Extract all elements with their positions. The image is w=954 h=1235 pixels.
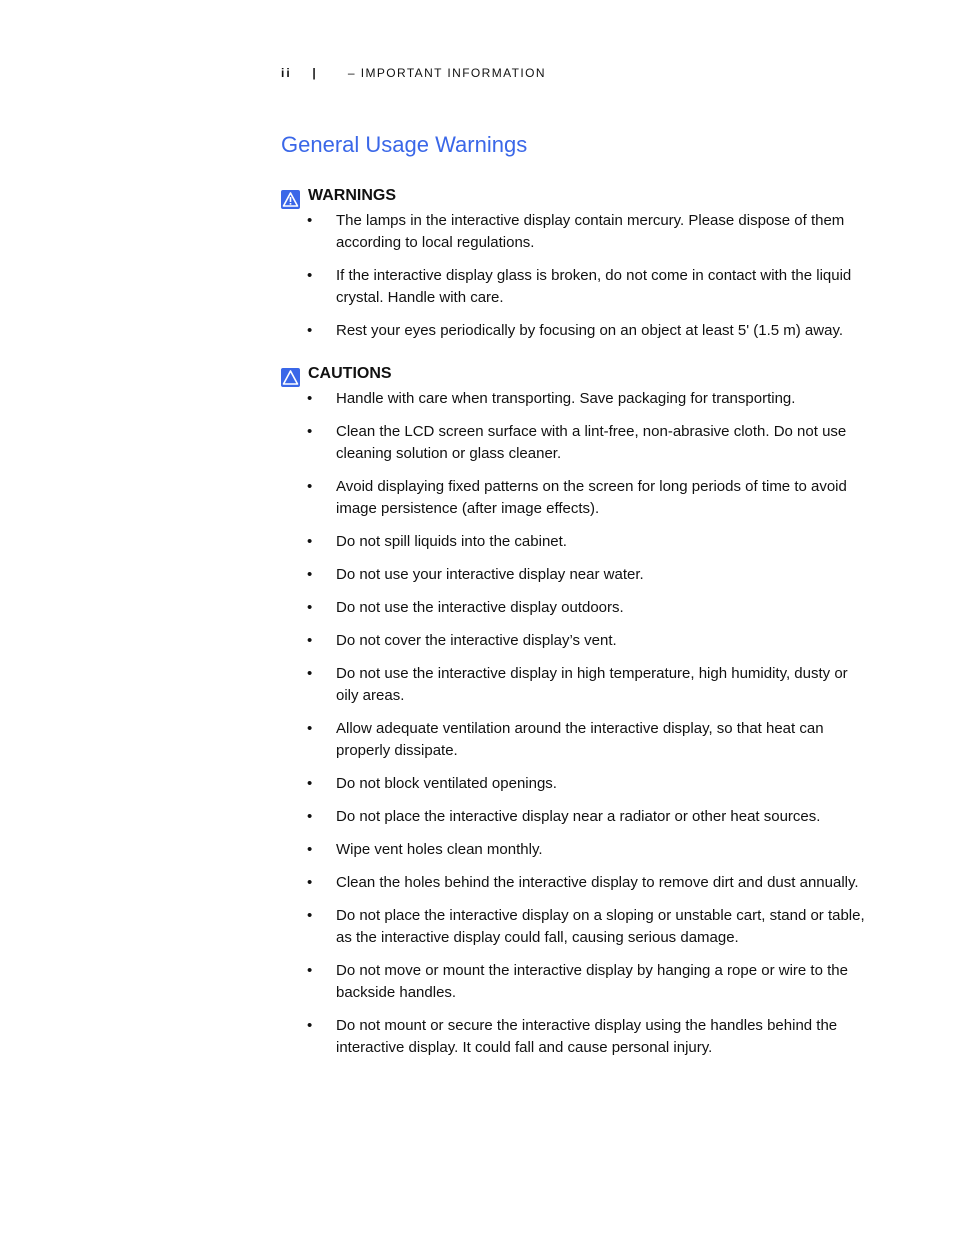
- list-item-text: Clean the LCD screen surface with a lint-free, non-abrasive cloth. Do not use cleaning solution or glass cleaner.: [336, 423, 847, 462]
- list-item: [281, 320, 881, 342]
- bullet-glyph: •: [307, 390, 313, 407]
- cautions-heading: [281, 365, 881, 388]
- list-item-text: Do not cover the interactive display’s vent.: [336, 632, 617, 649]
- list-item-text: Do not mount or secure the interactive display using the handles behind the interactive display. It could fall and cause personal injury.: [336, 1017, 838, 1056]
- bullet-glyph: •: [307, 962, 313, 979]
- list-item-text: Do not use the interactive display outdoors.: [336, 599, 624, 616]
- list-item-text: Do not place the interactive display near a radiator or other heat sources.: [336, 808, 821, 825]
- bullet-glyph: •: [307, 267, 313, 284]
- warning-exclamation-icon: [281, 190, 300, 209]
- list-item-text: Rest your eyes periodically by focusing on an object at least 5' (1.5 m) away.: [336, 322, 844, 339]
- list-item: [281, 531, 881, 553]
- bullet-glyph: •: [307, 478, 313, 495]
- warnings-heading: [281, 187, 881, 210]
- chapter-title: – IMPORTANT INFORMATION: [347, 66, 546, 80]
- list-item: [281, 476, 881, 520]
- list-item: [281, 210, 881, 254]
- list-item: [281, 388, 881, 410]
- bullet-glyph: •: [307, 1017, 313, 1034]
- list-item: [281, 718, 881, 762]
- list-item-text: Do not use your interactive display near water.: [336, 566, 644, 583]
- bullet-glyph: •: [307, 808, 313, 825]
- list-item-text: Do not place the interactive display on a sloping or unstable cart, stand or table, as the interactive display could fall, causing serious damage.: [336, 907, 865, 946]
- bullet-glyph: •: [307, 907, 313, 924]
- list-item: [281, 839, 881, 861]
- running-header: [281, 66, 546, 80]
- list-item: [281, 421, 881, 465]
- list-item-text: The lamps in the interactive display contain mercury. Please dispose of them according to local regulations.: [336, 212, 845, 251]
- list-item-text: Handle with care when transporting. Save packaging for transporting.: [336, 390, 796, 407]
- cautions-label: CAUTIONS: [308, 365, 392, 382]
- bullet-glyph: •: [307, 720, 313, 737]
- bullet-glyph: •: [307, 775, 313, 792]
- list-item: [281, 960, 881, 1004]
- bullet-glyph: •: [307, 423, 313, 440]
- warnings-list: [281, 210, 881, 342]
- list-item-text: Do not move or mount the interactive display by hanging a rope or wire to the backside handles.: [336, 962, 848, 1001]
- list-item-text: If the interactive display glass is broken, do not come in contact with the liquid crystal. Handle with care.: [336, 267, 852, 306]
- warnings-block: [281, 187, 881, 353]
- bullet-glyph: •: [307, 599, 313, 616]
- list-item: [281, 630, 881, 652]
- bullet-glyph: •: [307, 566, 313, 583]
- caution-triangle-icon: [281, 368, 300, 387]
- list-item: [281, 1015, 881, 1059]
- list-item: [281, 564, 881, 586]
- cautions-block: [281, 365, 881, 1070]
- list-item: [281, 773, 881, 795]
- list-item-text: Avoid displaying fixed patterns on the screen for long periods of time to avoid image persistence (after image effects).: [336, 478, 847, 517]
- bullet-glyph: •: [307, 632, 313, 649]
- bullet-glyph: •: [307, 533, 313, 550]
- list-item: [281, 806, 881, 828]
- list-item: [281, 905, 881, 949]
- list-item: [281, 663, 881, 707]
- bullet-glyph: •: [307, 322, 313, 339]
- list-item-text: Do not spill liquids into the cabinet.: [336, 533, 567, 550]
- list-item-text: Allow adequate ventilation around the interactive display, so that heat can properly dissipate.: [336, 720, 824, 759]
- bullet-glyph: •: [307, 212, 313, 229]
- cautions-list: [281, 388, 881, 1059]
- list-item-text: Do not use the interactive display in high temperature, high humidity, dusty or oily areas.: [336, 665, 848, 704]
- bullet-glyph: •: [307, 665, 313, 682]
- page-number: ii: [281, 66, 292, 80]
- section-title: General Usage Warnings: [281, 132, 528, 157]
- bullet-glyph: •: [307, 874, 313, 891]
- list-item-text: Wipe vent holes clean monthly.: [336, 841, 543, 858]
- list-item: [281, 597, 881, 619]
- list-item: [281, 265, 881, 309]
- list-item-text: Do not block ventilated openings.: [336, 775, 557, 792]
- header-separator: |: [312, 66, 318, 80]
- bullet-glyph: •: [307, 841, 313, 858]
- list-item: [281, 872, 881, 894]
- warnings-label: WARNINGS: [308, 187, 396, 204]
- list-item-text: Clean the holes behind the interactive display to remove dirt and dust annually.: [336, 874, 859, 891]
